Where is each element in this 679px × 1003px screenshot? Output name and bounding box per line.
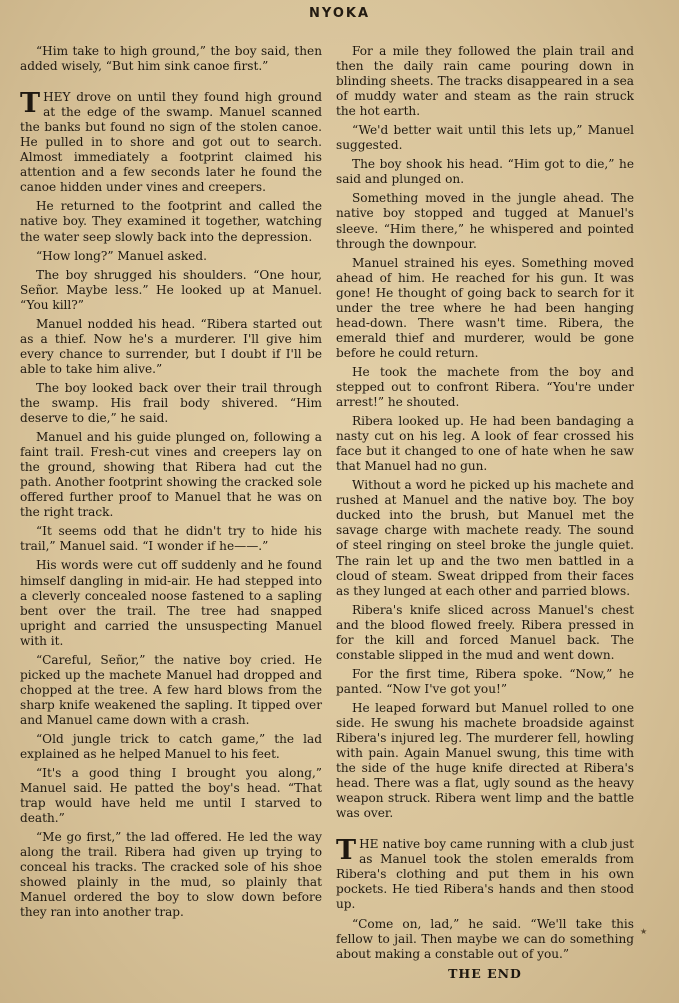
star-ornament-icon: ★ bbox=[640, 927, 648, 936]
the-end-label: THE END bbox=[448, 965, 522, 981]
paragraph: “We'd better wait until this lets up,” Manuel suggested. bbox=[336, 123, 634, 153]
paragraph: Manuel nodded his head. “Ribera started out as a thief. Now he's a murderer. I'll give him every chance to surrender, but I doubt if I'll be able to take him alive.” bbox=[20, 316, 322, 376]
paragraph: Something moved in the jungle ahead. The native boy stopped and tugged at Manuel's sleeve. “Him there,” he whispered and pointed through the downpour. bbox=[336, 191, 634, 251]
paragraph: “Him take to high ground,” the boy said, then added wisely, “But him sink canoe first.” bbox=[20, 44, 322, 74]
paragraph: The boy shrugged his shoulders. “One hour, Señor. Maybe less.” He looked up at Manuel. “You kill?” bbox=[20, 267, 322, 312]
dropcap-paragraph bbox=[336, 837, 634, 912]
paragraph: Manuel and his guide plunged on, following a faint trail. Fresh-cut vines and creepers lay on the ground, showing that Ribera had cut the path. Another footprint showing the cracked sole offered further proof to Manuel that he was on the right track. bbox=[20, 430, 322, 520]
paragraph-text: HE native boy came running with a club just as Manuel took the stolen emeralds from Ribera's clothing and put them in his own pockets. He tied Ribera's hands and then stood up. bbox=[336, 837, 634, 912]
right-text-column bbox=[336, 44, 634, 981]
paragraph: Ribera looked up. He had been bandaging a nasty cut on his leg. A look of fear crossed his face but it changed to one of hate when he saw that Manuel had no gun. bbox=[336, 414, 634, 474]
drop-cap-letter: T bbox=[336, 835, 357, 867]
dropcap-paragraph bbox=[20, 90, 322, 195]
paragraph: The boy shook his head. “Him got to die,” he said and plunged on. bbox=[336, 157, 634, 187]
paragraph: For the first time, Ribera spoke. “Now,” he panted. “Now I've got you!” bbox=[336, 666, 634, 696]
paragraph: He returned to the footprint and called the native boy. They examined it together, watching the water seep slowly back into the depression. bbox=[20, 199, 322, 244]
paragraph: For a mile they followed the plain trail and then the daily rain came pouring down in blinding sheets. The tracks disappeared in a sea of muddy water and steam as the rain struck the hot earth. bbox=[336, 44, 634, 119]
paragraph: “It's a good thing I brought you along,” Manuel said. He patted the boy's head. “That trap would have held me until I starved to death.” bbox=[20, 766, 322, 826]
paragraph: “It seems odd that he didn't try to hide his trail,” Manuel said. “I wonder if he——.” bbox=[20, 524, 322, 554]
paragraph: Ribera's knife sliced across Manuel's chest and the blood flowed freely. Ribera pressed in for the kill and forced Manuel back. The constable slipped in the mud and went down. bbox=[336, 602, 634, 662]
paragraph: Manuel strained his eyes. Something moved ahead of him. He reached for his gun. It was gone! He thought of going back to search for it under the tree where he had been hanging head-down. There wasn't time. Ribera, the emerald thief and murderer, would be gone before he could return. bbox=[336, 255, 634, 360]
paragraph: He took the machete from the boy and stepped out to confront Ribera. “You're under arrest!” he shouted. bbox=[336, 364, 634, 410]
paragraph: His words were cut off suddenly and he found himself dangling in mid-air. He had stepped into a cleverly concealed noose fastened to a sapling bent over the trail. The tree had snapped upright and carried the unsuspecting Manuel with it. bbox=[20, 558, 322, 648]
page-header-title: NYOKA bbox=[308, 6, 371, 21]
paragraph: “Old jungle trick to catch game,” the lad explained as he helped Manuel to his feet. bbox=[20, 731, 322, 762]
paragraph: “Careful, Señor,” the native boy cried. He picked up the machete Manuel had dropped and chopped at the tree. A few hard blows from the sharp knife weakened the sapling. It tipped over and Manuel came down with a crash. bbox=[20, 652, 322, 727]
drop-cap-letter: T bbox=[20, 88, 41, 120]
paragraph: He leaped forward but Manuel rolled to one side. He swung his machete broadside against Ribera's injured leg. The murderer fell, howling with pain. Again Manuel swung, this time with the side of the huge knife directed at Ribera's head. There was a flat, ugly sound as the heavy weapon struck. Ribera went limp and the battle was over. bbox=[336, 700, 634, 821]
paragraph: “Come on, lad,” he said. “We'll take this fellow to jail. Then maybe we can do something about making a constable out of you.” bbox=[336, 916, 634, 961]
left-text-column bbox=[20, 44, 322, 925]
paragraph: “How long?” Manuel asked. bbox=[36, 248, 207, 263]
paragraph: Without a word he picked up his machete and rushed at Manuel and the native boy. The boy ducked into the brush, but Manuel met the savage charge with machete ready. The sound of steel ringing on steel broke the jungle quiet. The rain let up and the two men battled in a cloud of steam. Sweat dripped from their faces as they lunged at each other and parried blows. bbox=[336, 478, 634, 598]
paragraph: “Me go first,” the lad offered. He led the way along the trail. Ribera had given up trying to conceal his tracks. The cracked sole of his shoe showed plainly in the mud, so plainly that Manuel ordered the boy to slow down before they ran into another trap. bbox=[20, 830, 322, 920]
paragraph: The boy looked back over their trail through the swamp. His frail body shivered. “Him deserve to die,” he said. bbox=[20, 380, 322, 426]
paragraph-text: HEY drove on until they found high ground at the edge of the swamp. Manuel scanned the banks but found no sign of the stolen canoe. He pulled in to shore and got out to search. Almost immediately a footprint claimed his attention and a few seconds later he found the canoe hidden under vines and creepers. bbox=[20, 90, 322, 195]
